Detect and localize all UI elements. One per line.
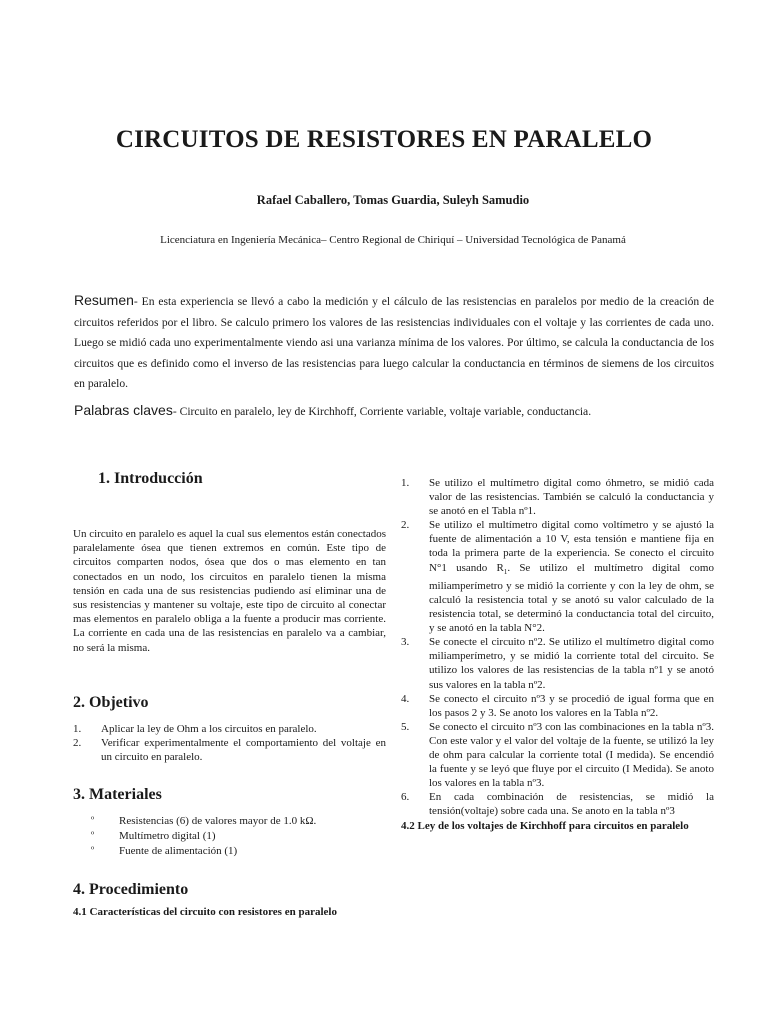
- right-column: [401, 476, 714, 834]
- abstract: [74, 290, 714, 395]
- bullet: º: [91, 815, 95, 827]
- list-text: Se conecto el circuito nº3 con las combinaciones en la tabla nº3. Con este valor y el valor del voltaje de la fuente, se utilizó la ley de ohm para calcular la corriente total (I medida). Se encendió la fuente y se leyó que fluye por el circuito (I Medida). Se anoto los valores en la tabla nº3.: [429, 720, 714, 790]
- abstract-text: - En esta experiencia se llevó a cabo la medición y el cálculo de las resistencias en paralelos por medio de la creación de circuitos referidos por el libro. Se calculo primero los valores de las resistencias individuales con el voltaje y las corrientes de cada uno. Luego se midió cada uno experimentalmente viendo asi una varianza mínima de los valores. Por último, se calcula la conductancia de los circuitos que es definido como el inverso de las resistencias para luego calcular la conductancia en términos de siemens de los circuitos en paralelo.: [74, 295, 714, 391]
- list-text-cont: . Se utilizo el multímetro digital como miliamperímetro y se midió la corriente y con la ley de ohm, se calculó la resistencia total y se anotó su valor calculado de la resistencia total, se determinó la conductancia total del circuito, y se anotó en la tabla N°2.: [429, 561, 714, 635]
- objetivo-heading: 2. Objetivo: [73, 693, 149, 711]
- authors: Rafael Caballero, Tomas Guardia, Suleyh Samudio: [256, 193, 530, 207]
- list-item: [401, 790, 714, 818]
- list-item: [401, 692, 714, 720]
- list-number: 1.: [401, 477, 410, 489]
- list-item: [401, 518, 714, 635]
- abstract-lead: Resumen: [74, 292, 134, 308]
- affiliation: Licenciatura en Ingeniería Mecánica– Centro Regional de Chiriquí – Universidad Tecnológica de Panamá: [160, 234, 626, 246]
- list-item: [73, 829, 386, 844]
- list-text: Fuente de alimentación (1): [119, 845, 238, 858]
- paper-title: CIRCUITOS DE RESISTORES EN PARALELO: [115, 126, 653, 153]
- list-number: 3.: [401, 636, 410, 649]
- list-item: [401, 720, 714, 790]
- subsection-4-2: 4.2 Ley de los voltajes de Kirchhoff para circuitos en paralelo: [401, 820, 689, 833]
- list-number: 4.: [401, 692, 410, 705]
- materiales-heading: 3. Materiales: [73, 786, 162, 804]
- list-text: Resistencias (6) de valores mayor de 1.0 kΩ.: [119, 815, 317, 828]
- list-item: [73, 736, 386, 764]
- procedimiento-steps: [401, 476, 714, 818]
- left-column: [73, 470, 386, 920]
- list-item: [73, 814, 386, 829]
- list-number: 2.: [401, 519, 410, 532]
- intro-heading: 1. Introducción: [98, 470, 203, 487]
- list-text: Se utilizo el multímetro digital como voltímetro y se ajustó la fuente de alimentación a 10 V, esta tensión e mantiene fija en toda la primera parte de la experiencia. Se conecto el circuito N°1 usando R: [429, 519, 714, 574]
- subsection-4-1: 4.1 Características del circuito con resistores en paralelo: [73, 906, 337, 919]
- intro-paragraph: Un circuito en paralelo es aquel la cual sus elementos están conectados paralelamente ósea que tienen extremos en común. Este tipo de circuitos comparten nodos, ósea que dos o mas elemento en tan conectados en un nodo, los circuitos en paralelo tienen la misma tensión en cada una de sus resistencias pudiendo así eliminar una de sus resistencias y mantener su voltaje, este tipo de circuito al conectar mas elementos en paralelo obliga a la fuente a producir mas corriente. La corriente en cada una de las resistencias en paralelo va a cambiar, no será la misma.: [73, 528, 386, 654]
- list-text: Verificar experimentalmente el comportamiento del voltaje en un circuito en paralelo.: [101, 736, 386, 764]
- list-text: Multímetro digital (1): [119, 830, 216, 843]
- list-text: Se conecto el circuito nº3 y se procedió de igual forma que en los pasos 2 y 3. Se anoto los valores en la Tabla nº2.: [429, 692, 714, 719]
- procedimiento-heading: 4. Procedimiento: [73, 881, 189, 899]
- subscript: 1: [503, 567, 508, 576]
- keywords-text: - Circuito en paralelo, ley de Kirchhoff, Corriente variable, voltaje variable, conductancia.: [172, 405, 592, 418]
- list-number: 6.: [401, 791, 410, 804]
- list-number: 1.: [73, 722, 82, 735]
- list-item: [401, 476, 714, 518]
- bullet: º: [91, 830, 95, 842]
- keywords: [74, 401, 714, 421]
- list-text: Se conecte el circuito nº2. Se utilizo el multímetro digital como miliamperímetro, y se midió la corriente total del circuito. Se utilizo los valores de las resistencias de la tabla nº1 y se anotó sus valores en la tabla nº2.: [429, 636, 714, 691]
- list-text: En cada combinación de resistencias, se midió la tensión(voltaje) sobre cada una. Se anoto en la tabla nº3: [429, 791, 714, 818]
- list-number: 2.: [73, 736, 82, 749]
- list-item: [73, 722, 386, 736]
- list-item: [73, 844, 386, 859]
- list-item: [401, 635, 714, 691]
- list-number: 5.: [401, 720, 410, 733]
- objetivo-list: [73, 722, 386, 764]
- list-text: Se utilizo el multímetro digital como óhmetro, se midió cada valor de las resistencias. También se calculó la conductancia y se anotó en el Tabla nº1.: [429, 477, 714, 518]
- list-text: Aplicar la ley de Ohm a los circuitos en paralelo.: [101, 722, 317, 735]
- keywords-lead: Palabras claves: [74, 402, 173, 418]
- materiales-list: [73, 814, 386, 859]
- bullet: º: [91, 845, 95, 857]
